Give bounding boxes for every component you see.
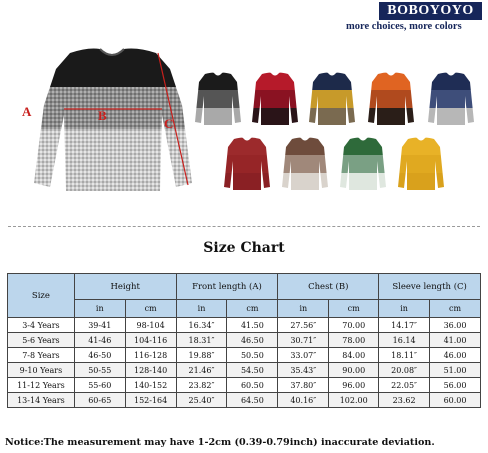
value-cell: 102.00 [329, 393, 379, 408]
measure-label-a: A [22, 104, 32, 119]
header-height: Height [74, 274, 176, 300]
value-cell: 23.82″ [176, 378, 227, 393]
value-cell: 51.00 [430, 363, 481, 378]
header-sleeve-length: Sleeve length (C) [379, 274, 481, 300]
value-cell: 84.00 [329, 348, 379, 363]
value-cell: 18.11″ [379, 348, 430, 363]
value-cell: 41-46 [74, 333, 125, 348]
value-cell: 27.56″ [278, 318, 329, 333]
brand-tagline: more choices, more colors [346, 21, 462, 32]
thumbnail-black-gray [193, 72, 243, 126]
thumbnail-mustard [396, 137, 446, 191]
table-row [8, 348, 481, 363]
value-cell: 22.05″ [379, 378, 430, 393]
value-cell: 152-164 [125, 393, 176, 408]
value-cell: 140-152 [125, 378, 176, 393]
value-cell: 19.88″ [176, 348, 227, 363]
header-chest: Chest (B) [278, 274, 379, 300]
value-cell: 33.07″ [278, 348, 329, 363]
unit-header: in [278, 300, 329, 318]
value-cell: 50.50 [227, 348, 278, 363]
size-cell: 5-6 Years [8, 333, 75, 348]
value-cell: 78.00 [329, 333, 379, 348]
unit-header: in [379, 300, 430, 318]
thumbnail-red-black [250, 72, 300, 126]
size-cell: 13-14 Years [8, 393, 75, 408]
measure-label-b: B [98, 108, 107, 123]
value-cell: 23.62 [379, 393, 430, 408]
measurement-notice: Notice:The measurement may have 1-2cm (0.39-0.79inch) inaccurate deviation. [5, 437, 435, 448]
value-cell: 14.17″ [379, 318, 430, 333]
value-cell: 98-104 [125, 318, 176, 333]
value-cell: 60-65 [74, 393, 125, 408]
size-cell: 11-12 Years [8, 378, 75, 393]
value-cell: 16.34″ [176, 318, 227, 333]
size-cell: 3-4 Years [8, 318, 75, 333]
value-cell: 60.00 [430, 393, 481, 408]
table-row [8, 378, 481, 393]
value-cell: 41.00 [430, 333, 481, 348]
size-cell: 7-8 Years [8, 348, 75, 363]
table-row [8, 318, 481, 333]
value-cell: 54.50 [227, 363, 278, 378]
value-cell: 18.31″ [176, 333, 227, 348]
unit-header: cm [227, 300, 278, 318]
thumbnail-green-white [338, 137, 388, 191]
value-cell: 30.71″ [278, 333, 329, 348]
thumbnail-orange-black [366, 72, 416, 126]
size-chart-table [7, 273, 481, 408]
value-cell: 21.46″ [176, 363, 227, 378]
value-cell: 50-55 [74, 363, 125, 378]
value-cell: 56.00 [430, 378, 481, 393]
measure-label-c: C [164, 116, 174, 131]
table-row [8, 333, 481, 348]
divider [8, 226, 480, 227]
unit-header: cm [329, 300, 379, 318]
table-row [8, 393, 481, 408]
value-cell: 41.50 [227, 318, 278, 333]
value-cell: 104-116 [125, 333, 176, 348]
size-cell: 9-10 Years [8, 363, 75, 378]
value-cell: 90.00 [329, 363, 379, 378]
value-cell: 46.50 [227, 333, 278, 348]
unit-header: cm [430, 300, 481, 318]
header-front-length: Front length (A) [176, 274, 278, 300]
unit-header: in [74, 300, 125, 318]
value-cell: 60.50 [227, 378, 278, 393]
thumbnail-burgundy [222, 137, 272, 191]
value-cell: 70.00 [329, 318, 379, 333]
value-cell: 46-50 [74, 348, 125, 363]
thumbnail-navy-gray [426, 72, 476, 126]
thumbnail-navy-mustard [307, 72, 357, 126]
value-cell: 40.16″ [278, 393, 329, 408]
value-cell: 39-41 [74, 318, 125, 333]
value-cell: 116-128 [125, 348, 176, 363]
value-cell: 64.50 [227, 393, 278, 408]
value-cell: 37.80″ [278, 378, 329, 393]
table-row [8, 363, 481, 378]
thumbnail-brown-white [280, 137, 330, 191]
value-cell: 128-140 [125, 363, 176, 378]
unit-header: cm [125, 300, 176, 318]
size-chart-title: Size Chart [203, 240, 285, 256]
header-size: Size [8, 274, 75, 318]
brand-logo: BOBOYOYO [379, 2, 482, 20]
value-cell: 46.00 [430, 348, 481, 363]
unit-header: in [176, 300, 227, 318]
value-cell: 55-60 [74, 378, 125, 393]
size-chart-body [8, 318, 481, 408]
value-cell: 20.08″ [379, 363, 430, 378]
value-cell: 36.00 [430, 318, 481, 333]
value-cell: 35.43″ [278, 363, 329, 378]
value-cell: 16.14 [379, 333, 430, 348]
value-cell: 25.40″ [176, 393, 227, 408]
value-cell: 96.00 [329, 378, 379, 393]
